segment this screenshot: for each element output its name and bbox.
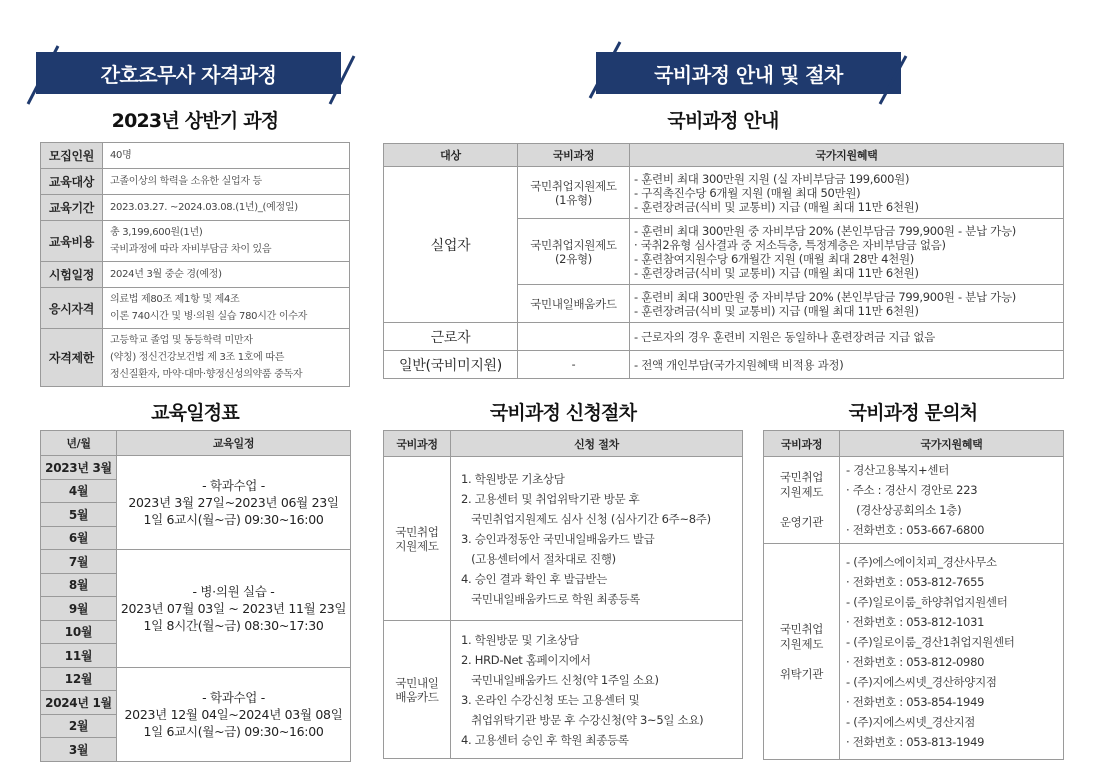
schedule-month: 2월 xyxy=(41,714,117,738)
guide-row xyxy=(384,323,1064,351)
procedure-course-name xyxy=(384,621,451,759)
text-line: - (주)지에스씨넷_경산지점 xyxy=(846,714,976,729)
course-row xyxy=(41,262,350,288)
text-line: · 전화번호 : 053-854-1949 xyxy=(846,694,985,709)
contact-lines xyxy=(840,544,1064,760)
text-line: 지원제도 xyxy=(395,538,439,553)
text-line: - (주)일로이룸_경산1취업지원센터 xyxy=(846,634,1015,649)
text-line: (경산상공회의소 1층) xyxy=(846,503,962,517)
text-line: 국비과정에 따라 자비부담금 차이 있음 xyxy=(110,244,272,255)
text-line: - 훈련비 최대 300만원 중 자비부담 20% (본인부담금 799,900원 - 분납 가능) xyxy=(634,223,1016,238)
contact-table xyxy=(763,430,1064,760)
text-line: · 전화번호 : 053-812-0980 xyxy=(846,654,985,669)
guide-header-benefit: 국가지원혜택 xyxy=(630,144,1064,167)
guide-worker-benefit: - 근로자의 경우 훈련비 지원은 동일하나 훈련장려금 지급 없음 xyxy=(630,323,1064,351)
schedule-month: 2024년 1월 xyxy=(41,691,117,715)
schedule-month: 12월 xyxy=(41,667,117,691)
guide-course-empty xyxy=(518,323,630,351)
schedule-month: 10월 xyxy=(41,620,117,644)
schedule-block xyxy=(117,456,351,550)
text-line: (고용센터에서 절차대로 진행) xyxy=(461,551,616,566)
guide-row xyxy=(384,351,1064,379)
course-value xyxy=(103,329,350,387)
text-line: - 훈련장려금(식비 및 교통비) 지급 (매월 최대 11만 6천원) xyxy=(634,199,919,214)
text-line: 국민취업지원제도 xyxy=(530,178,617,193)
procedure-row xyxy=(384,621,743,759)
course-value xyxy=(103,169,350,195)
course-value xyxy=(103,195,350,221)
text-line: - 병·의원 실습 - xyxy=(192,583,275,599)
contact-course-name xyxy=(764,544,840,760)
text-line: 이론 740시간 및 병·의원 실습 780시간 이수자 xyxy=(110,311,307,322)
course-label: 교육비용 xyxy=(41,221,103,262)
schedule-month: 3월 xyxy=(41,738,117,762)
course-label: 응시자격 xyxy=(41,288,103,329)
text-line: 국민내일배움카드로 학원 최종등록 xyxy=(461,591,640,606)
guide-title: 국비과정 안내 xyxy=(667,110,779,132)
course-table xyxy=(40,142,350,387)
course-row xyxy=(41,195,350,221)
text-line: 2023년 3월 27일~2023년 06월 23일 xyxy=(128,495,339,510)
schedule-month: 4월 xyxy=(41,479,117,503)
schedule-row xyxy=(41,456,351,480)
text-line: 고졸이상의 학력을 소유한 실업자 등 xyxy=(110,176,262,187)
contact-title: 국비과정 문의처 xyxy=(848,402,978,424)
course-row xyxy=(41,221,350,262)
procedure-steps xyxy=(451,457,743,621)
procedure-course-name xyxy=(384,457,451,621)
banner-stripes-icon xyxy=(0,0,1100,110)
text-line: (2유형) xyxy=(554,251,592,266)
schedule-header-month: 년/월 xyxy=(41,431,117,456)
text-line: 총 3,199,600원(1년) xyxy=(110,227,203,238)
schedule-header-plan: 교육일정 xyxy=(117,431,351,456)
schedule-block xyxy=(117,667,351,761)
text-line: · 전화번호 : 053-812-1031 xyxy=(846,614,985,629)
guide-course-name xyxy=(518,285,630,323)
guide-target-unemployed: 실업자 xyxy=(384,167,518,323)
text-line: 2023년 07월 03일 ~ 2023년 11월 23일 xyxy=(120,600,347,616)
procedure-table xyxy=(383,430,743,759)
text-line: 국민내일배움카드 xyxy=(530,296,617,311)
text-line: - 학과수업 - xyxy=(202,689,265,705)
text-line: - 학과수업 - xyxy=(202,478,265,493)
text-line: - (주)일로이룸_하양취업지원센터 xyxy=(846,594,1008,609)
guide-row xyxy=(384,167,1064,219)
text-line: - 훈련장려금(식비 및 교통비) 지급 (매월 최대 11만 6천원) xyxy=(634,265,919,280)
text-line: · 전화번호 : 053-813-1949 xyxy=(846,734,985,749)
text-line: 1. 학원방문 기초상담 xyxy=(461,471,565,486)
text-line: (약칭) 정신건강보건법 제 3조 1호에 따른 xyxy=(110,352,285,363)
text-line: 국민취업지원제도 심사 신청 (심사기간 6주~8주) xyxy=(461,511,711,526)
text-line xyxy=(768,500,835,515)
course-row xyxy=(41,169,350,195)
procedure-header-steps: 신청 절차 xyxy=(451,431,743,457)
text-line: - 훈련비 최대 300만원 지원 (실 자비부담금 199,600원) xyxy=(634,171,910,186)
text-line: · 전화번호 : 053-667-6800 xyxy=(846,523,985,537)
text-line: 국민취업 xyxy=(779,621,824,636)
text-line: 위탁기관 xyxy=(779,666,824,681)
course-label: 교육기간 xyxy=(41,195,103,221)
text-line: 40명 xyxy=(110,150,132,161)
text-line: - 경산고용복지+센터 xyxy=(846,463,950,477)
text-line: 의료법 제80조 제1항 및 제4조 xyxy=(110,294,240,305)
course-row xyxy=(41,329,350,387)
course-label: 교육대상 xyxy=(41,169,103,195)
text-line: 3. 온라인 수강신청 또는 고용센터 및 xyxy=(461,692,640,707)
text-line: (1유형) xyxy=(554,192,592,207)
contact-header-course: 국비과정 xyxy=(764,431,840,457)
text-line: 1일 6교시(월~금) 09:30~16:00 xyxy=(143,512,324,527)
text-line: - 훈련장려금(식비 및 교통비) 지급 (매월 최대 11만 6천원) xyxy=(634,303,919,318)
course-value xyxy=(103,288,350,329)
guide-course-name xyxy=(518,219,630,285)
guide-target-general: 일반(국비미지원) xyxy=(384,351,518,379)
contact-header-benefit: 국가지원혜택 xyxy=(840,431,1064,457)
text-line: 4. 승인 결과 확인 후 발급받는 xyxy=(461,571,608,586)
contact-row xyxy=(764,544,1064,760)
schedule-month: 9월 xyxy=(41,597,117,621)
schedule-month: 6월 xyxy=(41,526,117,550)
procedure-steps xyxy=(451,621,743,759)
text-line: 2. 고용센터 및 취업위탁기관 방문 후 xyxy=(461,491,640,506)
course-label: 자격제한 xyxy=(41,329,103,387)
course-label: 시험일정 xyxy=(41,262,103,288)
text-line: 1일 6교시(월~금) 09:30~16:00 xyxy=(143,723,324,739)
text-line: 정신질환자, 마약·대마·향정신성의약품 중독자 xyxy=(110,369,303,380)
schedule-month: 2023년 3월 xyxy=(41,456,117,480)
text-line: 국민취업 xyxy=(779,470,824,484)
text-line: 지원제도 xyxy=(779,485,824,499)
schedule-month: 11월 xyxy=(41,644,117,668)
guide-benefits xyxy=(630,167,1064,219)
text-line: - (주)에스에이치피_경산사무소 xyxy=(846,554,997,569)
schedule-row xyxy=(41,667,351,691)
text-line: 국민취업 xyxy=(395,524,439,539)
contact-lines xyxy=(840,457,1064,544)
text-line: 4. 고용센터 승인 후 학원 최종등록 xyxy=(461,732,629,747)
text-line: 1. 학원방문 및 기초상담 xyxy=(461,632,579,647)
text-line: · 국취2유형 심사결과 중 저소득층, 특정계층은 자비부담금 없음) xyxy=(634,237,946,252)
procedure-row xyxy=(384,457,743,621)
schedule-table xyxy=(40,430,351,762)
course-row xyxy=(41,288,350,329)
text-line: 취업위탁기관 방문 후 수강신청(약 3~5일 소요) xyxy=(461,712,704,727)
text-line: 국민취업지원제도 xyxy=(530,237,617,252)
text-line: 2023년 12월 04일~2024년 03월 08일 xyxy=(124,706,343,722)
contact-row xyxy=(764,457,1064,544)
guide-benefits xyxy=(630,219,1064,285)
schedule-row xyxy=(41,550,351,574)
text-line: 2024년 3월 중순 경(예정) xyxy=(110,269,222,280)
text-line: · 전화번호 : 053-812-7655 xyxy=(846,574,985,589)
course-label: 모집인원 xyxy=(41,143,103,169)
left-banner-text: 간호조무사 자격과정 xyxy=(100,62,277,87)
text-line: - 구직촉진수당 6개월 지원 (매월 최대 50만원) xyxy=(634,185,861,200)
guide-header-target: 대상 xyxy=(384,144,518,167)
text-line: 2023.03.27. ~2024.03.08.(1년)_(예정일) xyxy=(110,202,298,213)
guide-header-course: 국비과정 xyxy=(518,144,630,167)
course-value xyxy=(103,221,350,262)
text-line: 2. HRD-Net 홈페이지에서 xyxy=(461,652,591,667)
schedule-month: 5월 xyxy=(41,503,117,527)
text-line: 지원제도 xyxy=(779,636,824,651)
procedure-header-course: 국비과정 xyxy=(384,431,451,457)
right-banner-text: 국비과정 안내 및 절차 xyxy=(654,62,843,87)
text-line: - (주)지에스씨넷_경산하양지점 xyxy=(846,674,997,689)
text-line: 국민내일 xyxy=(395,675,439,690)
text-line: 국민내일배움카드 신청(약 1주일 소요) xyxy=(461,672,659,687)
guide-course-name xyxy=(518,167,630,219)
guide-general-benefit: - 전액 개인부담(국가지원혜택 비적용 과정) xyxy=(630,351,1064,379)
guide-benefits xyxy=(630,285,1064,323)
text-line: - 훈련비 최대 300만원 중 자비부담 20% (본인부담금 799,900원 - 분납 가능) xyxy=(634,289,1016,304)
procedure-title: 국비과정 신청절차 xyxy=(489,402,637,424)
course-row xyxy=(41,143,350,169)
text-line: 3. 승인과정동안 국민내일배움카드 발급 xyxy=(461,531,655,546)
course-title: 2023년 상반기 과정 xyxy=(111,110,279,132)
text-line: 고등학교 졸업 및 동등학력 미만자 xyxy=(110,335,253,346)
text-line: 배움카드 xyxy=(395,689,439,704)
schedule-block xyxy=(117,550,351,668)
text-line: 1일 8시간(월~금) 08:30~17:30 xyxy=(143,617,324,633)
schedule-title: 교육일정표 xyxy=(151,402,239,424)
text-line xyxy=(768,652,835,667)
text-line: · 주소 : 경산시 경안로 223 xyxy=(846,483,978,497)
schedule-month: 7월 xyxy=(41,550,117,574)
text-line: - 훈련참여지원수당 6개월간 지원 (매월 최대 28만 4천원) xyxy=(634,251,914,266)
course-value xyxy=(103,262,350,288)
guide-general-course: - xyxy=(518,351,630,379)
course-value xyxy=(103,143,350,169)
schedule-month: 8월 xyxy=(41,573,117,597)
guide-table xyxy=(383,143,1064,379)
guide-target-worker: 근로자 xyxy=(384,323,518,351)
contact-course-name xyxy=(764,457,840,544)
text-line: 운영기관 xyxy=(779,515,824,529)
